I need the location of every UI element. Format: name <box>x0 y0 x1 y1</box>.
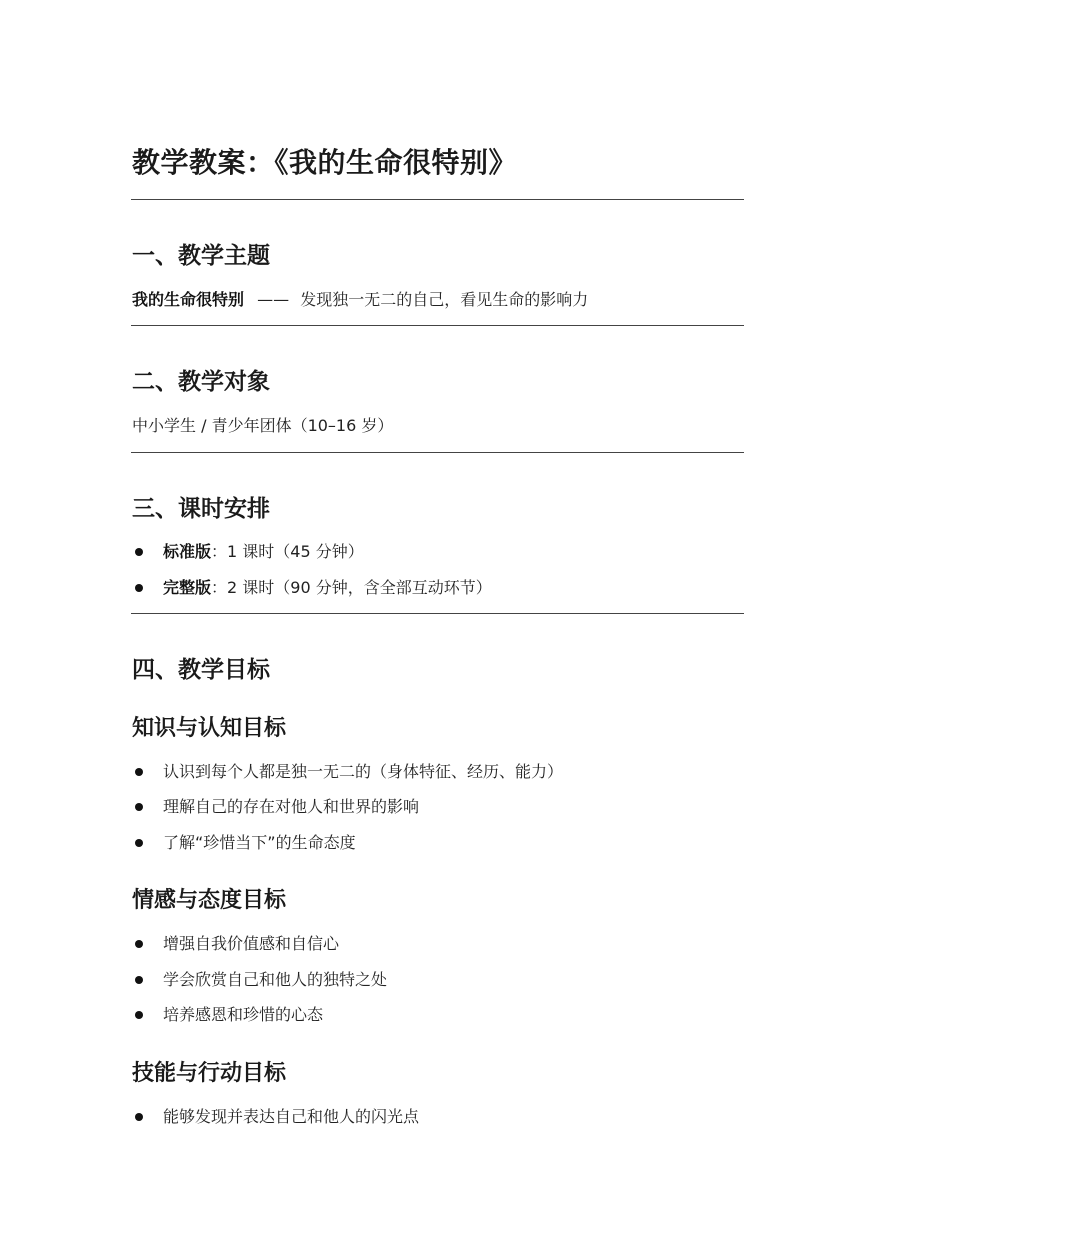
bullet-icon <box>135 803 143 811</box>
schedule-detail: ：2 课时（90 分钟，含全部互动环节） <box>211 578 492 597</box>
bullet-icon <box>135 976 143 984</box>
section-divider <box>131 613 744 614</box>
theme-title: 我的生命很特别 <box>132 290 245 309</box>
bullet-icon <box>135 584 143 592</box>
bullet-icon <box>135 548 143 556</box>
bullet-icon <box>135 768 143 776</box>
schedule-label: 完整版 <box>163 578 212 597</box>
list-item-text: 增强自我价值感和自信心 <box>163 934 340 953</box>
list-item-text: 理解自己的存在对他人和世界的影响 <box>163 797 420 816</box>
theme-description: 发现独一无二的自己，看见生命的影响力 <box>300 290 589 309</box>
section-heading-theme: 一、教学主题 <box>132 243 270 269</box>
section-heading-audience: 二、教学对象 <box>132 369 270 395</box>
list-item-text: 学会欣赏自己和他人的独特之处 <box>163 970 388 989</box>
schedule-detail: ：1 课时（45 分钟） <box>211 542 364 561</box>
list-item-text: 培养感恩和珍惜的心态 <box>163 1005 324 1024</box>
title-divider <box>131 199 744 200</box>
schedule-label: 标准版 <box>163 542 212 561</box>
list-item-text: 了解“珍惜当下”的生命态度 <box>163 833 356 852</box>
bullet-icon <box>135 1011 143 1019</box>
section-divider <box>131 452 744 453</box>
audience-text: 中小学生 / 青少年团体（10–16 岁） <box>132 416 394 435</box>
subheading-skill: 技能与行动目标 <box>132 1061 287 1086</box>
section-heading-schedule: 三、课时安排 <box>132 496 270 522</box>
section-divider <box>131 325 744 326</box>
theme-dash: —— <box>257 290 290 309</box>
bullet-icon <box>135 839 143 847</box>
section-heading-goals: 四、教学目标 <box>132 657 270 683</box>
bullet-icon <box>135 1113 143 1121</box>
subheading-emotion: 情感与态度目标 <box>132 888 287 913</box>
bullet-icon <box>135 940 143 948</box>
document-title: 教学教案：《我的生命很特别》 <box>132 146 518 179</box>
theme-line <box>132 288 588 312</box>
list-item-text: 认识到每个人都是独一无二的（身体特征、经历、能力） <box>163 762 564 781</box>
subheading-knowledge: 知识与认知目标 <box>132 716 287 741</box>
list-item-text: 能够发现并表达自己和他人的闪光点 <box>163 1107 420 1126</box>
